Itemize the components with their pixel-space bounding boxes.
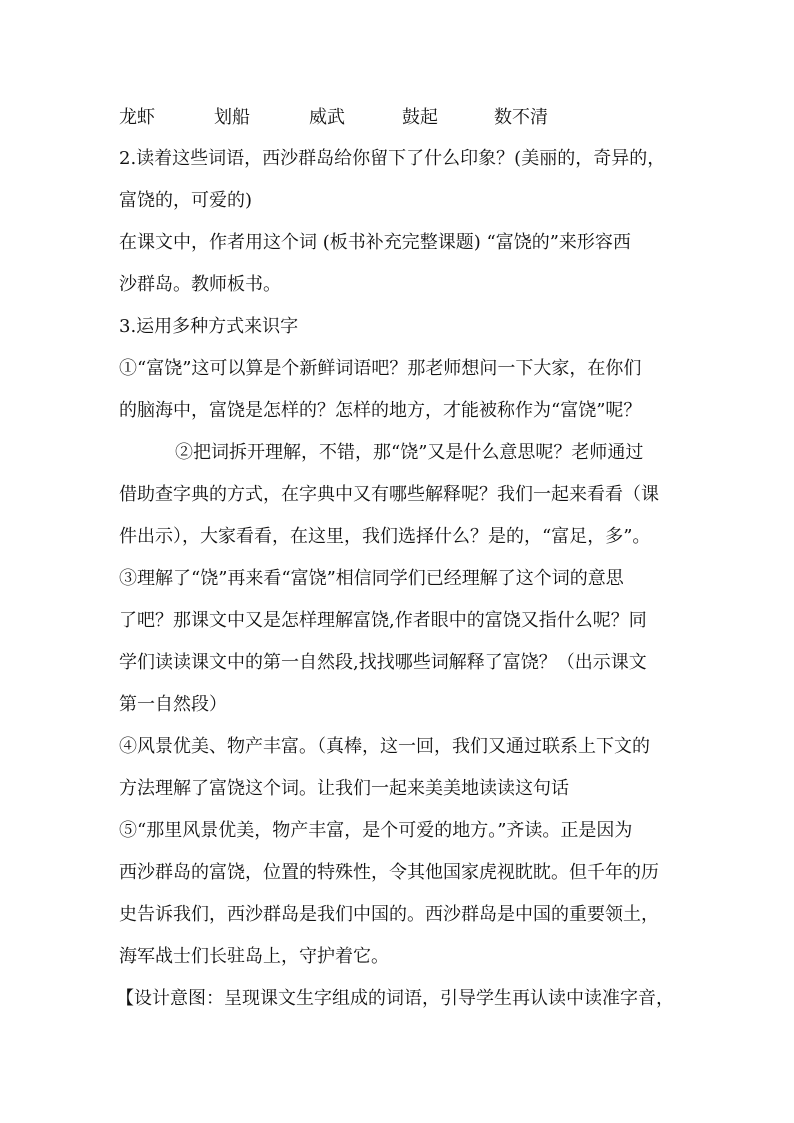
paragraph-line: 借助查字典的方式，在字典中又有哪些解释呢？我们一起来看看（课 [119,484,659,505]
paragraph-line: 海军战士们长驻岛上，守护着它。 [119,946,389,967]
section-3-heading: 3.运用多种方式来识字 [119,316,299,337]
paragraph-line: 西沙群岛的富饶，位置的特殊性，令其他国家虎视眈眈。但千年的历 [119,862,659,883]
paragraph-line: 学们读读课文中的第一自然段,找找哪些词解释了富饶？（出示课文 [119,652,647,673]
section-2-question: 2.读着这些词语，西沙群岛给你留下了什么印象？(美丽的，奇异的， [119,148,666,169]
step-5: ⑤“那里风景优美，物产丰富，是个可爱的地方。”齐读。正是因为 [119,820,633,841]
paragraph-line: 了吧？那课文中又是怎样理解富饶,作者眼中的富饶又指什么呢？同 [119,610,647,631]
design-intent: 【设计意图：呈现课文生字组成的词语，引导学生再认读中读准字音， [116,988,674,1009]
paragraph-line: 件出示），大家看看，在这里，我们选择什么？是的，“富足，多”。 [119,526,651,547]
paragraph-line: 史告诉我们，西沙群岛是我们中国的。西沙群岛是中国的重要领土， [119,904,659,925]
vocab-word: 数不清 [494,107,548,128]
vocab-word: 龙虾 [119,107,155,128]
step-3: ③理解了“饶”再来看“富饶”相信同学们已经理解了这个词的意思 [119,568,624,589]
paragraph-line: 沙群岛。教师板书。 [119,274,281,295]
paragraph-line: 富饶的，可爱的) [119,190,253,211]
paragraph-line: 第一自然段） [119,694,227,715]
step-4: ④风景优美、物产丰富。（真棒，这一回，我们又通过联系上下文的 [119,736,650,757]
vocab-word: 鼓起 [402,107,438,128]
step-1: ①“富饶”这可以算是个新鲜词语吧？那老师想问一下大家，在你们 [119,358,642,379]
paragraph-line: 的脑海中，富饶是怎样的？怎样的地方，才能被称作为“富饶”呢？ [119,400,642,421]
step-2: ②把词拆开理解，不错，那“饶”又是什么意思呢？老师通过 [175,442,644,463]
vocab-word: 划船 [214,107,250,128]
paragraph-line: 方法理解了富饶这个词。让我们一起来美美地读读这句话 [119,778,569,799]
paragraph-line: 在课文中，作者用这个词 (板书补充完整课题) “富饶的”来形容西 [119,232,631,253]
vocab-word: 威武 [309,107,345,128]
